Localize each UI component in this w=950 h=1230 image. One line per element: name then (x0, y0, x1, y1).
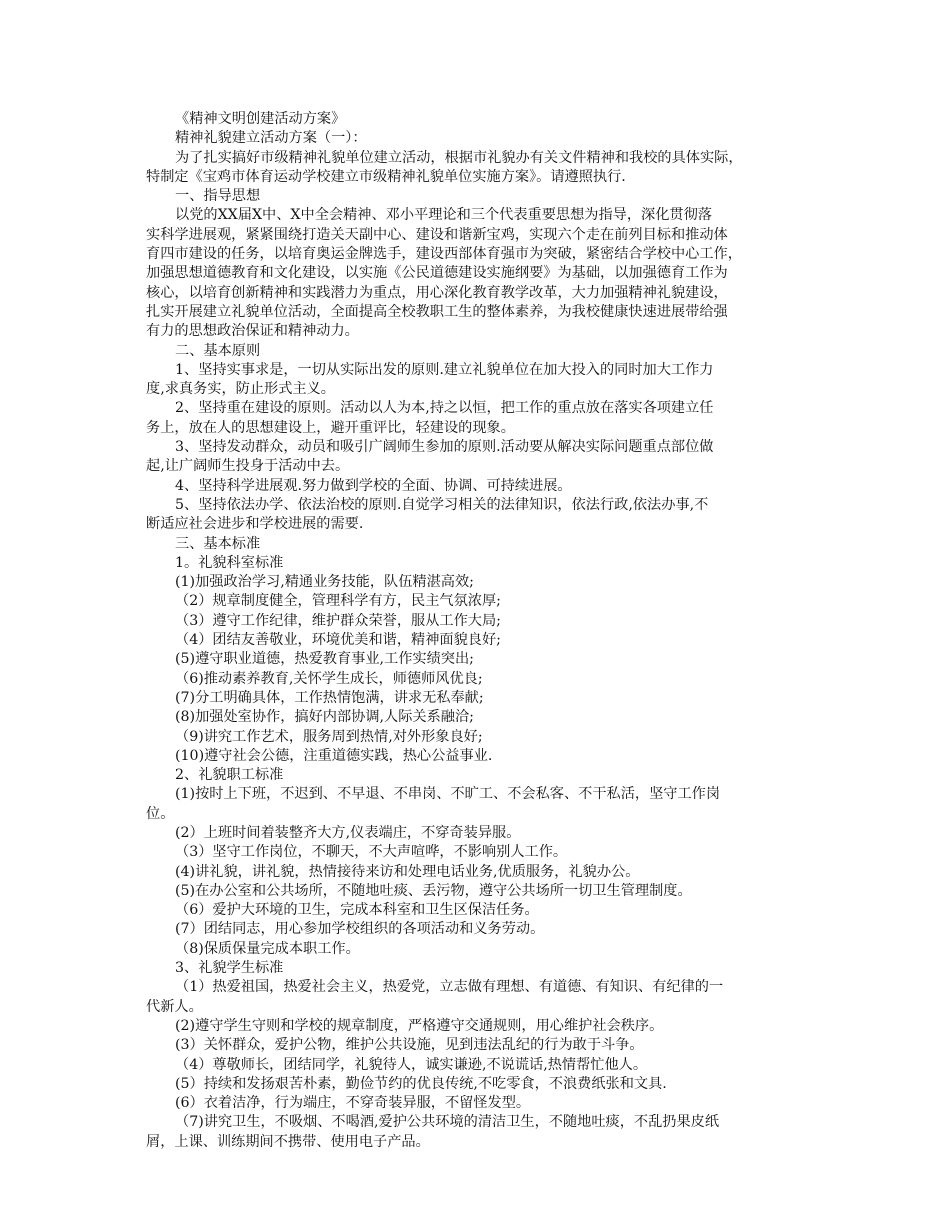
text-line: （2）规章制度健全，管理科学有方，民主气氛浓厚; (175, 593, 501, 610)
text-line: 二、基本原则 (175, 342, 261, 359)
text-line: 1、坚持实事求是，一切从实际出发的原则.建立礼貌单位在加大投入的同时加大工作力 (175, 361, 714, 378)
text-line: 三、基本标准 (175, 535, 261, 552)
text-line: 3、礼貌学生标准 (175, 960, 284, 977)
document-page (146, 110, 818, 1152)
text-line: （7)讲究卫生，不吸烟、不喝酒,爱护公共环境的清洁卫生，不随地吐痰，不乱扔果皮纸 (175, 1114, 720, 1131)
text-line: 3、坚持发动群众，动员和吸引广阔师生参加的原则.活动要从解决实际问题重点部位做 (175, 439, 714, 456)
text-line: （3）坚守工作岗位，不聊天，不大声喧哗，不影响别人工作。 (175, 844, 568, 861)
text-line: （6)推动素养教育,关怀学生成长，师德师风优良; (175, 670, 483, 687)
text-line: (1)按时上下班，不迟到、不早退、不串岗、不旷工、不会私客、不干私活，坚守工作岗 (175, 786, 721, 803)
text-line: 务上，放在人的思想建设上，避开重评比，轻建设的现象。 (146, 419, 515, 436)
text-line: (5)在办公室和公共场所，不随地吐痰、丢污物，遵守公共场所一切卫生管理制度。 (175, 882, 692, 899)
text-line: 《精神文明创建活动方案》 (175, 111, 346, 127)
text-line: 屑，上课、训练期间不携带、使用电子产品。 (146, 1133, 430, 1150)
text-line: 一、指导思想 (175, 188, 261, 205)
text-line: (7）团结同志，用心参加学校组织的各项活动和义务劳动。 (175, 921, 545, 938)
text-line: 位。 (146, 805, 175, 822)
text-line: 断适应社会进步和学校进展的需要. (146, 516, 364, 533)
text-line: 4、坚持科学进展观.努力做到学校的全面、协调、可持续进展。 (175, 477, 572, 494)
text-line: (8)加强处室协作，搞好内部协调,人际关系融洽; (175, 709, 474, 726)
text-line: (2)遵守学生守则和学校的规章制度，严格遵守交通规则，用心维护社会秩序。 (175, 1017, 664, 1034)
text-line: （6）爱护大环境的卫生，完成本科室和卫生区保洁任务。 (175, 902, 539, 919)
text-line: (2）上班时间着装整齐大方,仪表端庄，不穿奇装异服。 (175, 824, 521, 841)
text-line: 2、坚持重在建设的原则。活动以人为本,持之以恒，把工作的重点放在落实各项建立任 (175, 400, 714, 417)
text-line: (6）衣着洁净，行为端庄，不穿奇装异服，不留怪发型。 (175, 1095, 531, 1112)
text-line: (1)加强政治学习,精通业务技能，队伍精湛高效; (175, 574, 474, 591)
text-line: (10)遵守社会公德，注重道德实践，热心公益事业. (175, 747, 493, 764)
text-line: 5、坚持依法办学、依法治校的原则.自觉学习相关的法律知识，依法行政,依法办事,不 (175, 496, 709, 513)
text-line: （4）团结友善敬业，环境优美和谐，精神面貌良好; (175, 632, 501, 649)
text-line: （1）热爱祖国，热爱社会主义，热爱党，立志做有理想、有道德、有知识、有纪律的一 (175, 979, 724, 996)
text-line: 扎实开展建立礼貌单位活动，全面提高全校教职工生的整体素养，为我校健康快速进展带给强 (146, 303, 728, 320)
text-line: （4）尊敬师长，团结同学，礼貌待人，诚实谦逊,不说谎话,热情帮忙他人。 (175, 1056, 648, 1073)
text-line: （3）遵守工作纪律，维护群众荣誉，服从工作大局; (175, 612, 501, 629)
text-line: 为了扎实搞好市级精神礼貌单位建立活动，根据市礼貌办有关文件精神和我校的具体实际， (175, 149, 743, 166)
text-line: 精神礼貌建立活动方案（一）： (175, 130, 367, 147)
text-line: (7)分工明确具体，工作热情饱满，讲求无私奉献; (175, 689, 484, 706)
text-line: 特制定《宝鸡市体育运动学校建立市级精神礼貌单位实施方案》。请遵照执行. (146, 168, 626, 185)
text-line: 1。礼貌科室标准 (175, 554, 284, 571)
text-line: 育四市建设的任务，以培育奥运金牌选手，建设西部体育强市为突破，紧密结合学校中心工作， (146, 246, 742, 263)
text-line: 起,让广阔师生投身于活动中去。 (146, 458, 350, 475)
text-line: （8)保质保量完成本职工作。 (175, 940, 360, 957)
text-line: 代新人。 (146, 998, 203, 1015)
text-line: 度,求真务实，防止形式主义。 (146, 381, 335, 398)
text-line: 核心，以培育创新精神和实践潜力为重点，用心深化教育教学改革，大力加强精神礼貌建设， (146, 284, 728, 301)
text-line: (3）关怀群众，爱护公物，维护公共设施，见到违法乱纪的行为敢于斗争。 (175, 1037, 644, 1054)
text-line: （9)讲究工作艺术，服务周到热情,对外形象良好; (175, 728, 483, 745)
text-line: 有力的思想政治保证和精神动力。 (146, 323, 359, 340)
text-line: 实科学进展观，紧紧围绕打造关天副中心、建设和谐新宝鸡，实现六个走在前列目标和推动体 (146, 226, 728, 243)
text-line: 以党的XX届X中、X中全会精神、邓小平理论和三个代表重要思想为指导，深化贯彻落 (175, 207, 712, 224)
text-line: 2、礼貌职工标准 (175, 767, 284, 784)
text-line: (5)遵守职业道德，热爱教育事业,工作实绩突出; (175, 651, 474, 668)
text-line: (5）持续和发扬艰苦朴素，勤俭节约的优良传统,不吃零食，不浪费纸张和文具. (175, 1075, 667, 1092)
text-line: 加强思想道德教育和文化建设，以实施《公民道德建设实施纲要》为基础，以加强德育工作为 (146, 265, 728, 282)
text-line: (4)讲礼貌，讲礼貌，热情接待来访和处理电话业务,优质服务，礼貌办公。 (175, 863, 640, 880)
